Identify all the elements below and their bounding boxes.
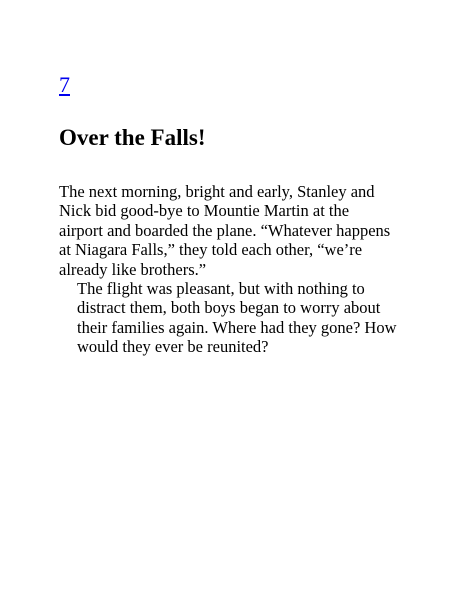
chapter-body xyxy=(59,182,419,357)
paragraph xyxy=(59,279,419,357)
text-line: Nick bid good-bye to Mountie Martin at the xyxy=(59,201,350,221)
text-line: would they ever be reunited? xyxy=(77,337,269,357)
text-line: The flight was pleasant, but with nothing to xyxy=(77,279,365,299)
chapter-number-link[interactable]: 7 xyxy=(59,72,70,97)
text-line: their families again. Where had they gone? How xyxy=(77,317,397,337)
chapter-title: Over the Falls! xyxy=(59,125,206,150)
text-line: The next morning, bright and early, Stanley and xyxy=(59,182,375,201)
text-line: airport and boarded the plane. “Whatever happens xyxy=(59,220,391,240)
text-line: distract them, both boys began to worry about xyxy=(77,298,381,318)
text-line: at Niagara Falls,” they told each other, “we’re xyxy=(59,240,363,260)
paragraph xyxy=(59,182,419,279)
text-line: already like brothers.” xyxy=(59,259,207,279)
